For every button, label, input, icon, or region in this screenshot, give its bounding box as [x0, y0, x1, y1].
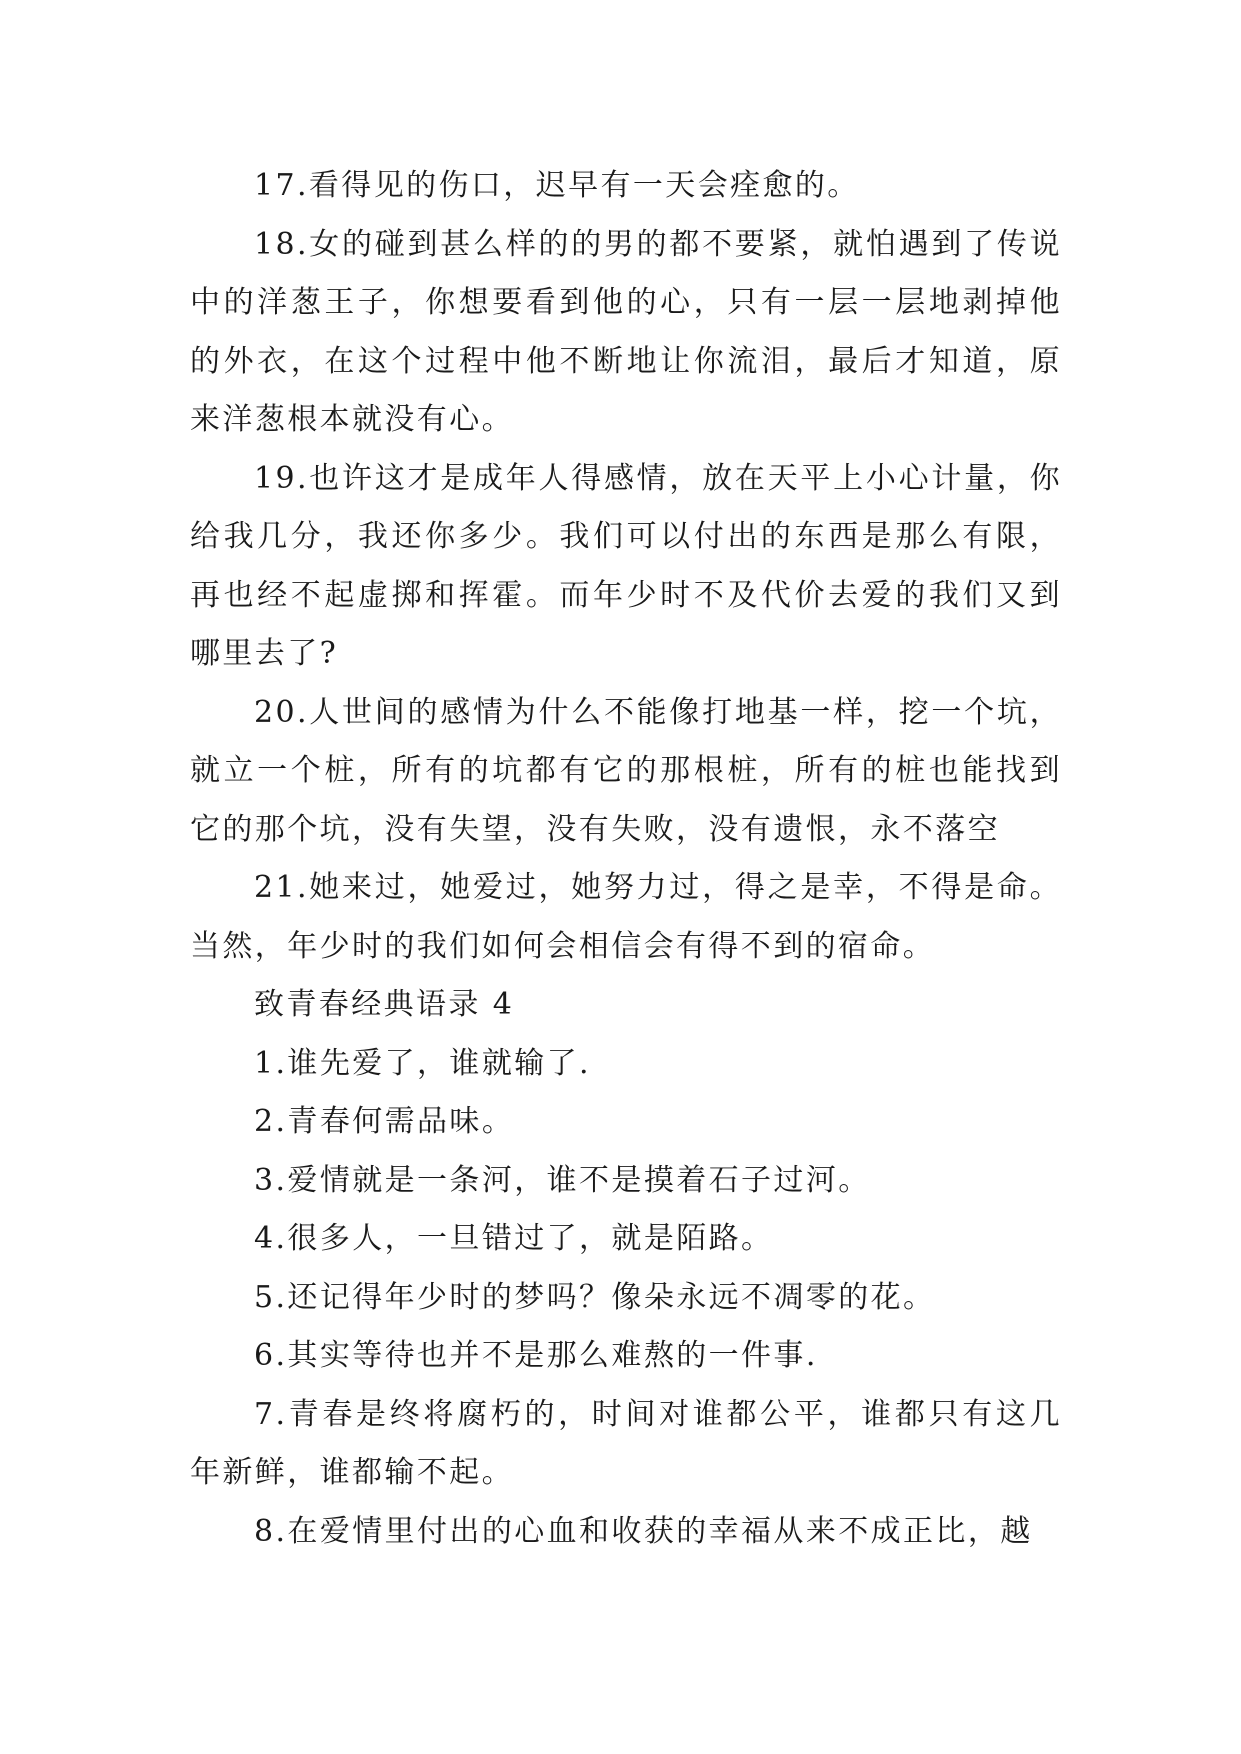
- quote-paragraph-21: 21.她来过，她爱过，她努力过，得之是幸，不得是命。当然，年少时的我们如何会相信会有得不到的宿命。: [190, 870, 1062, 964]
- quote-paragraph-20: 20.人世间的感情为什么不能像打地基一样，挖一个坑，就立一个桩，所有的坑都有它的那根桩，所有的桩也能找到它的那个坑，没有失望，没有失败，没有遗恨，永不落空: [190, 694, 1062, 847]
- quote-paragraph-3: 3.爱情就是一条河，谁不是摸着石子过河。: [254, 1162, 871, 1198]
- quote-paragraph-4: 4.很多人，一旦错过了，就是陌路。: [254, 1221, 774, 1256]
- quote-paragraph-6: 6.其实等待也并不是那么难熬的一件事.: [254, 1338, 818, 1373]
- quote-paragraph-18: 18.女的碰到甚么样的的男的都不要紧，就怕遇到了传说中的洋葱王子，你想要看到他的心，只有一层一层地剥掉他的外衣，在这个过程中他不断地让你流泪，最后才知道，原来洋葱根本就没有心。: [190, 226, 1062, 437]
- quote-paragraph-7: 7.青春是终将腐朽的，时间对谁都公平，谁都只有这几年新鲜，谁都输不起。: [190, 1396, 1062, 1490]
- quote-paragraph-1: 1.谁先爱了，谁就输了.: [254, 1045, 591, 1081]
- quote-paragraph-5: 5.还记得年少时的梦吗？像朵永远不凋零的花。: [254, 1279, 936, 1315]
- quote-paragraph-19: 19.也许这才是成年人得感情，放在天平上小心计量，你给我几分，我还你多少。我们可以付出的东西是那么有限，再也经不起虚掷和挥霍。而年少时不及代价去爱的我们又到哪里去了?: [190, 460, 1062, 671]
- quote-paragraph-8: 8.在爱情里付出的心血和收获的幸福从来不成正比，越: [254, 1513, 1033, 1549]
- section-heading: 致青春经典语录 4: [254, 987, 515, 1022]
- document-body: [190, 157, 1062, 1561]
- quote-paragraph-2: 2.青春何需品味。: [254, 1104, 515, 1139]
- quote-paragraph-17: 17.看得见的伤口，迟早有一天会痊愈的。: [254, 168, 860, 203]
